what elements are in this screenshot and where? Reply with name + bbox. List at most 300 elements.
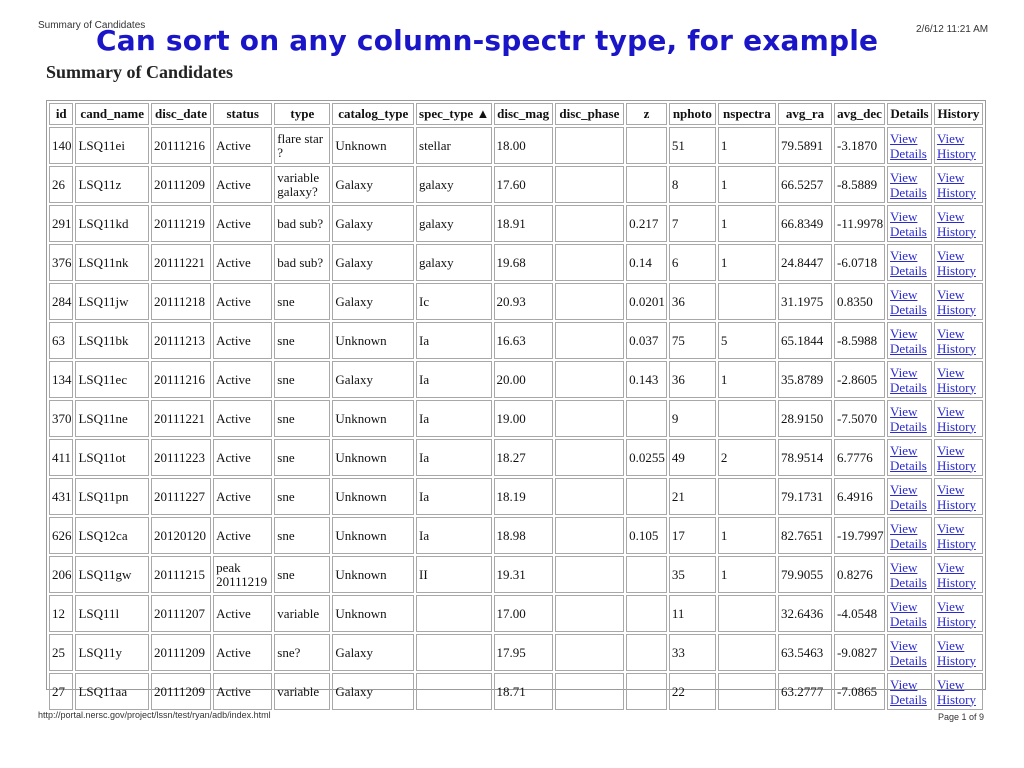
cell-disc-date: 20111216 — [151, 127, 211, 164]
table-row — [49, 517, 983, 554]
column-header-11[interactable]: nspectra — [718, 103, 776, 125]
view-details-link[interactable]: View Details — [890, 559, 927, 590]
cell-nspectra — [718, 400, 776, 437]
table-row — [49, 361, 983, 398]
cell-status: Active — [213, 361, 272, 398]
cell-nphoto: 51 — [669, 127, 716, 164]
view-history-link[interactable]: View History — [936, 169, 976, 200]
cell-disc-phase — [555, 595, 624, 632]
cell-disc-mag: 19.31 — [494, 556, 553, 593]
cell-disc-mag: 18.98 — [494, 517, 553, 554]
table-row — [49, 673, 983, 710]
cell-nphoto: 6 — [669, 244, 716, 281]
cell-avg-dec: -8.5988 — [834, 322, 885, 359]
column-header-14[interactable]: Details — [887, 103, 932, 125]
view-history-link[interactable]: View History — [936, 403, 976, 434]
cell-catalog-type: Unknown — [332, 439, 414, 476]
cell-spec-type: Ia — [416, 439, 492, 476]
cell-avg-dec: -7.5070 — [834, 400, 885, 437]
table-row — [49, 634, 983, 671]
cell-history — [934, 595, 983, 632]
cell-nphoto: 33 — [669, 634, 716, 671]
table-body — [49, 127, 983, 710]
cell-status: Active — [213, 283, 272, 320]
cell-avg-ra: 63.2777 — [778, 673, 832, 710]
cell-type: variable galaxy? — [274, 166, 330, 203]
table-row — [49, 244, 983, 281]
cell-id: 27 — [49, 673, 73, 710]
cell-id: 284 — [49, 283, 73, 320]
view-details-link[interactable]: View Details — [890, 442, 927, 473]
cell-avg-ra: 79.9055 — [778, 556, 832, 593]
cell-history — [934, 244, 983, 281]
cell-history — [934, 400, 983, 437]
cell-nphoto: 8 — [669, 166, 716, 203]
cell-nphoto: 9 — [669, 400, 716, 437]
print-header-datetime: 2/6/12 11:21 AM — [916, 24, 989, 35]
candidates-table-container — [46, 100, 986, 707]
cell-spec-type: Ia — [416, 517, 492, 554]
cell-avg-dec: -19.7997 — [834, 517, 885, 554]
cell-history — [934, 478, 983, 515]
cell-spec-type: galaxy — [416, 244, 492, 281]
view-details-link[interactable]: View Details — [890, 364, 927, 395]
column-header-5[interactable]: catalog_type — [332, 103, 414, 125]
cell-disc-date: 20111223 — [151, 439, 211, 476]
column-header-12[interactable]: avg_ra — [778, 103, 832, 125]
table-row — [49, 322, 983, 359]
cell-status: Active — [213, 205, 272, 242]
cell-status: Active — [213, 517, 272, 554]
cell-disc-phase — [555, 127, 624, 164]
cell-disc-date: 20111227 — [151, 478, 211, 515]
print-footer-url: http://portal.nersc.gov/project/lssn/test/ryan/adb/index.html — [38, 710, 271, 720]
cell-avg-dec: -11.9978 — [834, 205, 885, 242]
cell-details — [887, 595, 932, 632]
cell-z — [626, 634, 667, 671]
cell-details — [887, 244, 932, 281]
view-details-link[interactable]: View Details — [890, 481, 927, 512]
cell-details — [887, 517, 932, 554]
cell-nspectra: 1 — [718, 556, 776, 593]
cell-type: sne — [274, 361, 330, 398]
cell-disc-date: 20111219 — [151, 205, 211, 242]
cell-avg-ra: 66.5257 — [778, 166, 832, 203]
cell-nspectra: 1 — [718, 517, 776, 554]
cell-avg-ra: 79.1731 — [778, 478, 832, 515]
cell-cand-name: LSQ11gw — [75, 556, 148, 593]
column-header-9[interactable]: z — [626, 103, 667, 125]
cell-disc-phase — [555, 478, 624, 515]
cell-z: 0.0255 — [626, 439, 667, 476]
cell-avg-ra: 31.1975 — [778, 283, 832, 320]
cell-avg-ra: 79.5891 — [778, 127, 832, 164]
cell-id: 63 — [49, 322, 73, 359]
cell-status: Active — [213, 634, 272, 671]
table-row — [49, 400, 983, 437]
cell-disc-phase — [555, 517, 624, 554]
cell-history — [934, 166, 983, 203]
cell-disc-phase — [555, 361, 624, 398]
table-row — [49, 283, 983, 320]
cell-catalog-type: Galaxy — [332, 205, 414, 242]
cell-disc-date: 20120120 — [151, 517, 211, 554]
cell-disc-phase — [555, 634, 624, 671]
cell-disc-mag: 17.00 — [494, 595, 553, 632]
cell-nphoto: 22 — [669, 673, 716, 710]
cell-cand-name: LSQ11y — [75, 634, 148, 671]
cell-z: 0.0201 — [626, 283, 667, 320]
view-history-link[interactable]: View History — [936, 637, 976, 668]
cell-disc-phase — [555, 322, 624, 359]
column-header-13[interactable]: avg_dec — [834, 103, 885, 125]
column-header-2[interactable]: disc_date — [151, 103, 211, 125]
table-row — [49, 166, 983, 203]
cell-avg-ra: 65.1844 — [778, 322, 832, 359]
cell-avg-dec: -6.0718 — [834, 244, 885, 281]
cell-history — [934, 283, 983, 320]
cell-z — [626, 127, 667, 164]
cell-cand-name: LSQ11ne — [75, 400, 148, 437]
view-details-link[interactable]: View Details — [890, 325, 927, 356]
cell-avg-ra: 32.6436 — [778, 595, 832, 632]
cell-disc-mag: 18.71 — [494, 673, 553, 710]
cell-spec-type: Ic — [416, 283, 492, 320]
cell-cand-name: LSQ12ca — [75, 517, 148, 554]
cell-type: variable — [274, 595, 330, 632]
cell-type: flare star ? — [274, 127, 330, 164]
cell-disc-date: 20111207 — [151, 595, 211, 632]
column-header-4[interactable]: type — [274, 103, 330, 125]
cell-disc-mag: 17.60 — [494, 166, 553, 203]
cell-disc-mag: 20.93 — [494, 283, 553, 320]
print-header-title: Summary of Candidates — [38, 20, 146, 31]
cell-spec-type: stellar — [416, 127, 492, 164]
cell-details — [887, 283, 932, 320]
cell-disc-phase — [555, 283, 624, 320]
cell-nphoto: 36 — [669, 361, 716, 398]
cell-disc-mag: 18.91 — [494, 205, 553, 242]
slide-caption: Can sort on any column-spectr type, for example — [96, 24, 879, 57]
view-history-link[interactable]: View History — [936, 130, 976, 161]
cell-nphoto: 17 — [669, 517, 716, 554]
column-header-1[interactable]: cand_name — [75, 103, 148, 125]
cell-status: Active — [213, 595, 272, 632]
cell-avg-ra: 35.8789 — [778, 361, 832, 398]
cell-spec-type: Ia — [416, 478, 492, 515]
cell-nspectra — [718, 595, 776, 632]
cell-id: 140 — [49, 127, 73, 164]
cell-catalog-type: Unknown — [332, 517, 414, 554]
cell-id: 26 — [49, 166, 73, 203]
cell-disc-date: 20111209 — [151, 166, 211, 203]
cell-cand-name: LSQ11pn — [75, 478, 148, 515]
cell-z: 0.105 — [626, 517, 667, 554]
cell-history — [934, 517, 983, 554]
cell-details — [887, 634, 932, 671]
cell-nspectra: 1 — [718, 166, 776, 203]
view-details-link[interactable]: View Details — [890, 637, 927, 668]
cell-disc-date: 20111218 — [151, 283, 211, 320]
candidates-table — [47, 101, 985, 712]
cell-disc-date: 20111213 — [151, 322, 211, 359]
cell-spec-type: galaxy — [416, 205, 492, 242]
cell-spec-type: Ia — [416, 322, 492, 359]
cell-status: Active — [213, 673, 272, 710]
column-header-7[interactable]: disc_mag — [494, 103, 553, 125]
view-history-link[interactable]: View History — [936, 598, 976, 629]
cell-cand-name: LSQ11jw — [75, 283, 148, 320]
cell-nspectra: 1 — [718, 244, 776, 281]
column-header-15[interactable]: History — [934, 103, 983, 125]
cell-disc-phase — [555, 205, 624, 242]
cell-nphoto: 75 — [669, 322, 716, 359]
cell-disc-mag: 18.00 — [494, 127, 553, 164]
table-row — [49, 556, 983, 593]
cell-avg-dec: -9.0827 — [834, 634, 885, 671]
cell-z: 0.143 — [626, 361, 667, 398]
table-header-row — [49, 103, 983, 125]
cell-catalog-type: Galaxy — [332, 673, 414, 710]
cell-catalog-type: Galaxy — [332, 244, 414, 281]
cell-catalog-type: Unknown — [332, 322, 414, 359]
cell-status: Active — [213, 127, 272, 164]
cell-catalog-type: Galaxy — [332, 166, 414, 203]
cell-status: Active — [213, 400, 272, 437]
cell-details — [887, 439, 932, 476]
cell-z — [626, 595, 667, 632]
cell-disc-mag: 17.95 — [494, 634, 553, 671]
column-header-0[interactable]: id — [49, 103, 73, 125]
cell-nphoto: 35 — [669, 556, 716, 593]
cell-type: variable — [274, 673, 330, 710]
cell-details — [887, 361, 932, 398]
table-row — [49, 595, 983, 632]
cell-z: 0.217 — [626, 205, 667, 242]
cell-spec-type: Ia — [416, 400, 492, 437]
cell-details — [887, 556, 932, 593]
cell-disc-phase — [555, 673, 624, 710]
cell-avg-ra: 63.5463 — [778, 634, 832, 671]
cell-spec-type — [416, 595, 492, 632]
cell-details — [887, 205, 932, 242]
cell-disc-phase — [555, 244, 624, 281]
cell-status: peak 20111219 — [213, 556, 272, 593]
view-history-link[interactable]: View History — [936, 325, 976, 356]
cell-avg-dec: 6.7776 — [834, 439, 885, 476]
cell-id: 134 — [49, 361, 73, 398]
cell-nphoto: 21 — [669, 478, 716, 515]
cell-id: 206 — [49, 556, 73, 593]
cell-disc-phase — [555, 166, 624, 203]
cell-details — [887, 127, 932, 164]
cell-details — [887, 322, 932, 359]
cell-nphoto: 11 — [669, 595, 716, 632]
cell-type: sne — [274, 322, 330, 359]
cell-disc-phase — [555, 439, 624, 476]
view-details-link[interactable]: View Details — [890, 169, 927, 200]
cell-avg-ra: 66.8349 — [778, 205, 832, 242]
cell-disc-date: 20111209 — [151, 634, 211, 671]
column-header-8[interactable]: disc_phase — [555, 103, 624, 125]
view-details-link[interactable]: View Details — [890, 598, 927, 629]
cell-cand-name: LSQ11l — [75, 595, 148, 632]
view-history-link[interactable]: View History — [936, 559, 976, 590]
cell-catalog-type: Galaxy — [332, 283, 414, 320]
cell-history — [934, 205, 983, 242]
cell-avg-dec: 0.8350 — [834, 283, 885, 320]
cell-avg-dec: -3.1870 — [834, 127, 885, 164]
cell-details — [887, 673, 932, 710]
cell-avg-dec: 6.4916 — [834, 478, 885, 515]
cell-type: sne — [274, 517, 330, 554]
view-history-link[interactable]: View History — [936, 481, 976, 512]
cell-id: 431 — [49, 478, 73, 515]
table-row — [49, 205, 983, 242]
view-details-link[interactable]: View Details — [890, 130, 927, 161]
cell-nphoto: 36 — [669, 283, 716, 320]
cell-disc-mag: 19.68 — [494, 244, 553, 281]
cell-history — [934, 322, 983, 359]
cell-disc-date: 20111221 — [151, 244, 211, 281]
cell-disc-date: 20111221 — [151, 400, 211, 437]
cell-z — [626, 400, 667, 437]
view-details-link[interactable]: View Details — [890, 403, 927, 434]
cell-z: 0.037 — [626, 322, 667, 359]
cell-id: 626 — [49, 517, 73, 554]
view-details-link[interactable]: View Details — [890, 676, 927, 707]
cell-history — [934, 439, 983, 476]
cell-avg-ra: 82.7651 — [778, 517, 832, 554]
cell-nphoto: 49 — [669, 439, 716, 476]
cell-disc-date: 20111216 — [151, 361, 211, 398]
cell-status: Active — [213, 439, 272, 476]
cell-nspectra — [718, 283, 776, 320]
cell-catalog-type: Unknown — [332, 556, 414, 593]
cell-id: 25 — [49, 634, 73, 671]
cell-id: 291 — [49, 205, 73, 242]
cell-type: sne? — [274, 634, 330, 671]
cell-cand-name: LSQ11aa — [75, 673, 148, 710]
cell-nphoto: 7 — [669, 205, 716, 242]
view-history-link[interactable]: View History — [936, 442, 976, 473]
cell-spec-type — [416, 634, 492, 671]
cell-z — [626, 478, 667, 515]
cell-history — [934, 673, 983, 710]
cell-disc-date: 20111215 — [151, 556, 211, 593]
cell-disc-mag: 18.27 — [494, 439, 553, 476]
cell-disc-mag: 16.63 — [494, 322, 553, 359]
cell-disc-mag: 18.19 — [494, 478, 553, 515]
cell-nspectra: 1 — [718, 361, 776, 398]
cell-avg-dec: -2.8605 — [834, 361, 885, 398]
cell-nspectra: 1 — [718, 127, 776, 164]
cell-details — [887, 478, 932, 515]
cell-status: Active — [213, 166, 272, 203]
view-details-link[interactable]: View Details — [890, 520, 927, 551]
cell-type: sne — [274, 556, 330, 593]
column-header-3[interactable]: status — [213, 103, 272, 125]
cell-avg-dec: -8.5889 — [834, 166, 885, 203]
cell-spec-type — [416, 673, 492, 710]
page-title: Summary of Candidates — [46, 62, 234, 82]
cell-history — [934, 556, 983, 593]
cell-cand-name: LSQ11kd — [75, 205, 148, 242]
cell-nspectra — [718, 478, 776, 515]
cell-catalog-type: Unknown — [332, 400, 414, 437]
cell-nspectra: 5 — [718, 322, 776, 359]
cell-spec-type: Ia — [416, 361, 492, 398]
view-details-link[interactable]: View Details — [890, 208, 927, 239]
cell-avg-dec: -4.0548 — [834, 595, 885, 632]
column-header-6[interactable]: spec_type ▲ — [416, 103, 492, 125]
cell-id: 12 — [49, 595, 73, 632]
cell-nspectra — [718, 673, 776, 710]
view-history-link[interactable]: View History — [936, 520, 976, 551]
view-details-link[interactable]: View Details — [890, 247, 927, 278]
cell-avg-dec: -7.0865 — [834, 673, 885, 710]
cell-history — [934, 127, 983, 164]
cell-details — [887, 166, 932, 203]
cell-avg-dec: 0.8276 — [834, 556, 885, 593]
table-row — [49, 439, 983, 476]
cell-history — [934, 634, 983, 671]
cell-disc-phase — [555, 556, 624, 593]
view-history-link[interactable]: View History — [936, 208, 976, 239]
cell-z — [626, 166, 667, 203]
cell-type: sne — [274, 283, 330, 320]
cell-disc-phase — [555, 400, 624, 437]
cell-cand-name: LSQ11nk — [75, 244, 148, 281]
cell-id: 411 — [49, 439, 73, 476]
cell-disc-mag: 20.00 — [494, 361, 553, 398]
cell-z — [626, 556, 667, 593]
print-footer-page-number: Page 1 of 9 — [938, 712, 985, 722]
cell-avg-ra: 78.9514 — [778, 439, 832, 476]
cell-z — [626, 673, 667, 710]
cell-catalog-type: Unknown — [332, 127, 414, 164]
table-row — [49, 127, 983, 164]
cell-nspectra — [718, 634, 776, 671]
cell-spec-type: galaxy — [416, 166, 492, 203]
view-details-link[interactable]: View Details — [890, 286, 927, 317]
cell-avg-ra: 24.8447 — [778, 244, 832, 281]
cell-avg-ra: 28.9150 — [778, 400, 832, 437]
view-history-link[interactable]: View History — [936, 676, 976, 707]
cell-type: sne — [274, 400, 330, 437]
cell-cand-name: LSQ11bk — [75, 322, 148, 359]
table-row — [49, 478, 983, 515]
view-history-link[interactable]: View History — [936, 364, 976, 395]
cell-history — [934, 361, 983, 398]
cell-disc-date: 20111209 — [151, 673, 211, 710]
cell-z: 0.14 — [626, 244, 667, 281]
cell-id: 376 — [49, 244, 73, 281]
cell-catalog-type: Unknown — [332, 595, 414, 632]
column-header-10[interactable]: nphoto — [669, 103, 716, 125]
cell-type: bad sub? — [274, 205, 330, 242]
cell-catalog-type: Unknown — [332, 478, 414, 515]
cell-status: Active — [213, 322, 272, 359]
cell-cand-name: LSQ11ec — [75, 361, 148, 398]
cell-cand-name: LSQ11ei — [75, 127, 148, 164]
view-history-link[interactable]: View History — [936, 286, 976, 317]
cell-cand-name: LSQ11ot — [75, 439, 148, 476]
cell-catalog-type: Galaxy — [332, 361, 414, 398]
view-history-link[interactable]: View History — [936, 247, 976, 278]
cell-cand-name: LSQ11z — [75, 166, 148, 203]
cell-nspectra: 1 — [718, 205, 776, 242]
